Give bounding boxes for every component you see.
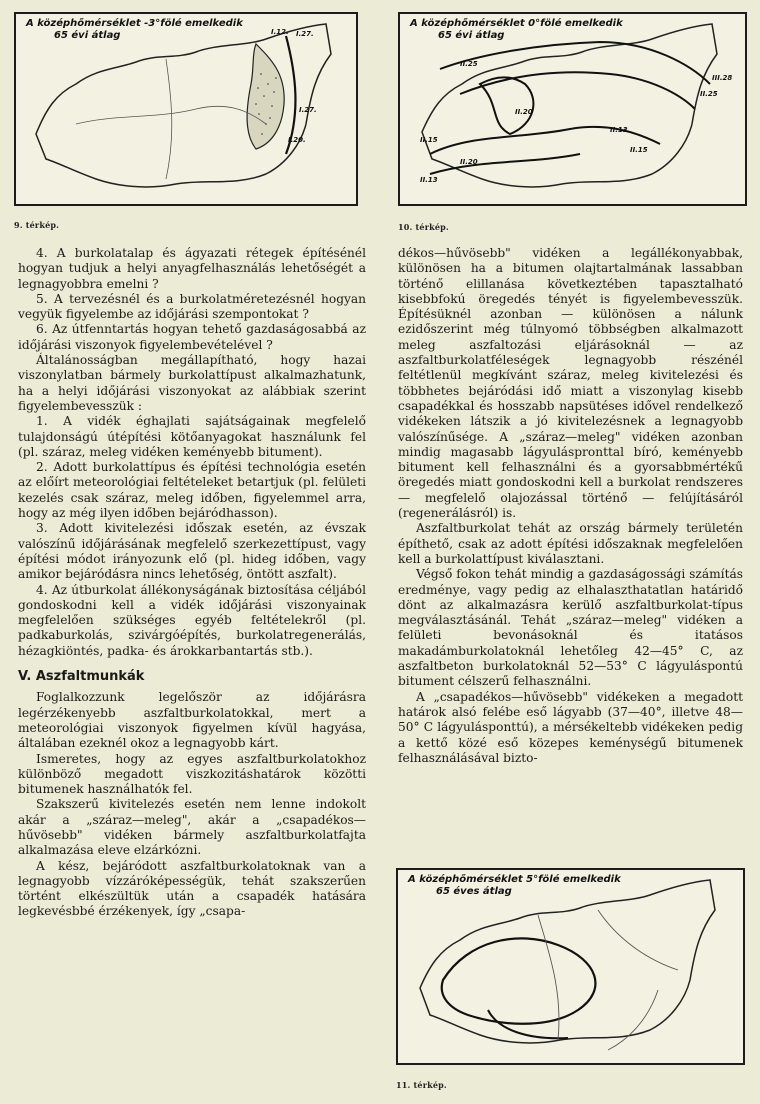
paragraph: 1. A vidék éghajlati sajátságainak megfelelő tulajdonságú útépítési kötőanyagokat használunk fel (pl. száraz, meleg vidéken keményebb bitument). <box>18 414 366 459</box>
map-9-iso-label: I.27. <box>296 30 314 38</box>
map-10-title <box>410 18 623 42</box>
paragraph: Általánosságban megállapítható, hogy hazai viszonylatban bármely burkolattípust alkalmazhatunk, ha a helyi időjárási viszonyokat az alábbiak szerint figyelembevesszük : <box>18 353 366 413</box>
left-column <box>18 246 366 920</box>
map-9-iso-label: I.27. <box>299 106 317 114</box>
map-10-iso-label: II.13 <box>420 176 438 184</box>
map-10-iso-label: II.15 <box>630 146 648 154</box>
map-10-iso-label: II.13 <box>610 126 628 134</box>
map-9-title-line2: 65 évi átlag <box>54 30 121 41</box>
map-10-iso-label: III.28 <box>712 74 733 82</box>
map-11-title-line2: 65 éves átlag <box>436 886 512 897</box>
paragraph: 3. Adott kivitelezési időszak esetén, az évszak valószínű időjárásának megfelelő szerkezettípust, vagy építési módot irányozunk elő (pl. hideg időben, vagy amikor bejáródásra nincs lehetőség, öntött aszfalt). <box>18 521 366 582</box>
map-10-caption: 10. térkép. <box>398 222 449 232</box>
map-9 <box>14 12 358 206</box>
map-11-drawing <box>398 870 743 1063</box>
map-9-caption: 9. térkép. <box>14 220 60 230</box>
paragraph: Ismeretes, hogy az egyes aszfaltburkolatokhoz különböző megadott viszkozitáshatárok közötti bitumenek használhatók fel. <box>18 751 366 797</box>
map-11-title <box>408 874 621 898</box>
paragraph: A kész, bejáródott aszfaltburkolatoknak van a legnagyobb vízzáróképességük, tehát szakszerűen történt elkészültük után a csapadék hatására legkevésbbé érzékenyek, így „csapa- <box>18 858 366 919</box>
paragraph: Szakszerű kivitelezés esetén nem lenne indokolt akár a „száraz—meleg", akár a „csapadékos—hűvösebb" vidéken bármely aszfaltburkolatfajta alkalmazása eleve elzárkózni. <box>18 797 366 858</box>
paragraph: dékos—hűvösebb" vidéken a legállékonyabbak, különösen ha a bitumen olajtartalmának lassabban történő elillanása következtében tapasztalható kisebbfokú öregedés tényét is figyelembevesszük. Építésüknél azonban — különösen a nálunk ezidőszerint még túlnyomó többségben alkalmazott meleg aszfaltozási eljárásoknál — az aszfaltburkolatféleségek legnagyobb részénél feltétlenül megkívánt száraz, meleg kivitelezési és többhetes bejáródási idő miatt a viszonylag kisebb csapadékkal és hosszabb napsütéses idővel rendelkező vidékeken látszik a jó kivitelezésnek a legnagyobb valószínűsége. A „száraz—meleg" vidéken azonban mindig magasabb lágyuláspronttal bíró, keményebb bitument kell felhasználni és a gyorsabbmértékű öregedés miatt gondoskodni kell a burkolat rendszeres — megfelelő olajozással történő — felújításáról (regenerálásról) is. <box>398 246 743 521</box>
map-9-title <box>26 18 243 42</box>
map-10 <box>398 12 747 206</box>
paragraph: Foglalkozzunk legelőször az időjárásra legérzékenyebb aszfaltburkolatokkal, mert a meteorológiai viszonyok figyelmen kívül hagyása, általában ezeknél okoz a legnagyobb kárt. <box>18 690 366 751</box>
paragraph: 4. A burkolatalap és ágyazati rétegek építésénél hogyan tudjuk a helyi anyagfelhasználás lehetőségét a legnagyobbra emelni ? <box>18 246 366 291</box>
map-9-iso-label: I.20. <box>288 136 306 144</box>
right-column <box>398 246 743 766</box>
map-10-drawing <box>400 14 745 204</box>
map-11-title-line1: A középhőmérséklet 5°fölé emelkedik <box>408 874 621 885</box>
paragraph: Aszfaltburkolat tehát az ország bármely területén építhető, csak az adott építési időszaknak megfelelően kell a burkolattípust kiválasztani. <box>398 521 743 566</box>
map-11 <box>396 868 745 1065</box>
section-heading: V. Aszfaltmunkák <box>18 669 145 685</box>
paragraph: 5. A tervezésnél és a burkolatméretezésnél hogyan vegyük figyelembe az időjárási szempontokat ? <box>18 291 366 322</box>
map-9-iso-label: I.12. <box>271 28 289 36</box>
paragraph: A „csapadékos—hűvösebb" vidékeken a megadott határok alsó felébe eső lágyabb (37—40°, illetve 48—50° C lágyulásponttú), a mérsékeltebb vidékeken pedig a kettő közé eső közepes keménységű bitumenek felhasználásával bizto- <box>398 689 743 765</box>
map-10-iso-label: II.20 <box>515 108 533 116</box>
paragraph: 2. Adott burkolattípus és építési technológia esetén az előírt meteorológiai feltételeket betartjuk (pl. felületi kezelés csak száraz, meleg időben, figyelemmel arra, hogy az még ilyen időben bejáródhasson). <box>18 460 366 521</box>
map-10-title-line1: A középhőmérséklet 0°fölé emelkedik <box>410 18 623 29</box>
map-10-iso-label: II.20 <box>460 158 478 166</box>
map-10-iso-label: II.15 <box>420 136 438 144</box>
paragraph: 6. Az útfenntartás hogyan tehető gazdaságosabbá az időjárási viszonyok figyelembevételével ? <box>18 322 366 352</box>
map-10-iso-label: II.25 <box>460 60 478 68</box>
map-9-title-line1: A középhőmérséklet -3°fölé emelkedik <box>26 18 243 29</box>
map-10-title-line2: 65 évi átlag <box>438 30 505 41</box>
paragraph: 4. Az útburkolat állékonyságának biztosítása céljából gondoskodni kell a vidék időjárási viszonyainak megfelelően szükséges egyéb feltételekről (pl. padkaburkolás, szivárgóépítés, burkolatregenerálás, hézagkiöntés, padka- és árokkarbantartás stb.). <box>18 582 366 658</box>
map-9-drawing <box>16 14 356 204</box>
paragraph: Végső fokon tehát mindig a gazdaságossági számítás eredménye, vagy pedig az elhalaszthatatlan határidő dönt az alkalmazásra kerülő aszfaltburkolat-típus megválasztásánál. Tehát „száraz—meleg" vidéken a felületi bevonásoknál és itatásos makadámburkolatoknál lehetőleg 42—45° C, az aszfaltbeton burkolatoknál 52—53° C lágyuláspontú bitument célszerű felhasználni. <box>398 567 743 689</box>
map-11-caption: 11. térkép. <box>396 1080 447 1090</box>
map-10-iso-label: II.25 <box>700 90 718 98</box>
